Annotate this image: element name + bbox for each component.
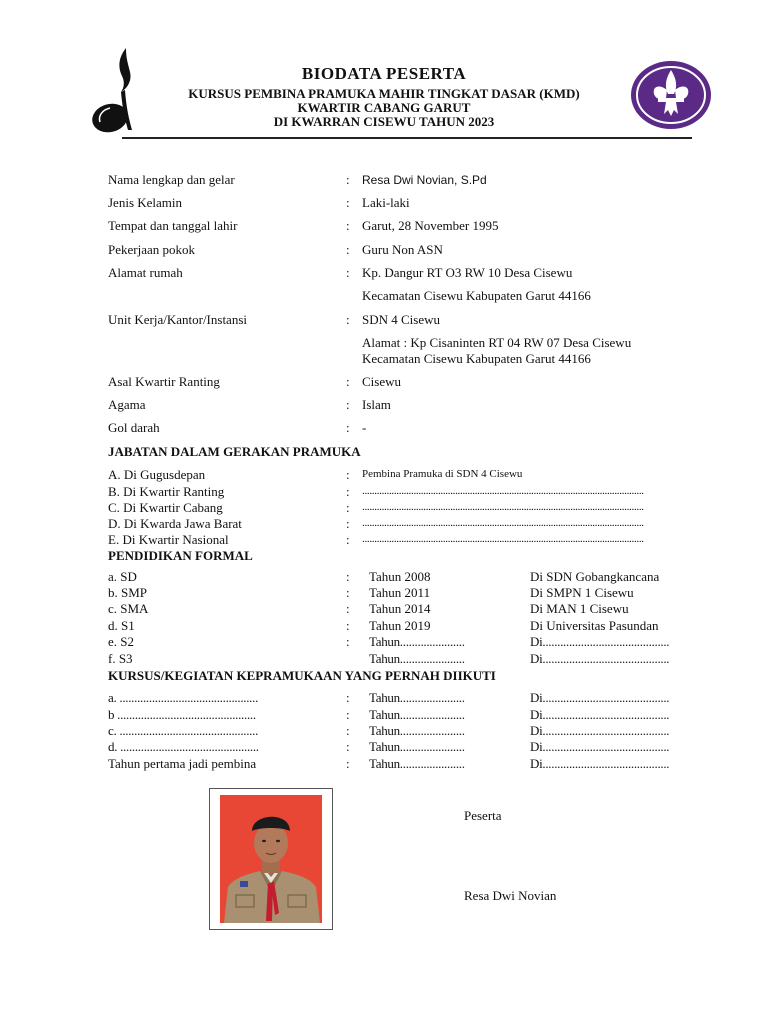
kursus-item-c: c. ............................................... xyxy=(108,723,259,738)
colon: : xyxy=(346,532,350,547)
label-kwarda: D. Di Kwarda Jawa Barat xyxy=(108,516,242,531)
kwartir-title: KWARTIR CABANG GARUT xyxy=(297,100,471,115)
label-jenis-kelamin: Jenis Kelamin xyxy=(108,195,183,210)
tahun-pertama: Tahun...................... xyxy=(369,756,465,771)
value-unit-alamat-line1: Alamat : Kp Cisaninten RT 04 RW 07 Desa Cisewu xyxy=(362,335,632,350)
colon: : xyxy=(346,618,350,633)
blank-kwarda: ................................................................................................................... xyxy=(362,517,644,529)
colon: : xyxy=(346,374,350,389)
label-s2: e. S2 xyxy=(108,634,134,649)
blank-kwartir-cabang: ................................................................................................................... xyxy=(362,501,644,513)
label-asal-kwartir: Asal Kwartir Ranting xyxy=(108,374,220,389)
tahun-smp: Tahun 2011 xyxy=(369,585,431,600)
value-asal-kwartir: Cisewu xyxy=(362,374,401,389)
label-kwartir-nasional: E. Di Kwartir Nasional xyxy=(108,532,229,547)
label-kwartir-ranting: B. Di Kwartir Ranting xyxy=(108,484,225,499)
label-alamat: Alamat rumah xyxy=(108,265,183,280)
label-s3: f. S3 xyxy=(108,651,133,666)
label-pekerjaan: Pekerjaan pokok xyxy=(108,242,196,257)
kursus-tempat-d: Di........................................... xyxy=(530,739,670,754)
tempat-pertama: Di........................................... xyxy=(530,756,670,771)
label-unit-kerja: Unit Kerja/Kantor/Instansi xyxy=(108,312,247,327)
tahun-s3: Tahun...................... xyxy=(369,651,465,666)
signature-name: Resa Dwi Novian xyxy=(464,888,557,903)
section-jabatan-heading: JABATAN DALAM GERAKAN PRAMUKA xyxy=(108,444,361,459)
tahun-sma: Tahun 2014 xyxy=(369,601,431,616)
colon: : xyxy=(346,195,350,210)
section-kursus-heading: KURSUS/KEGIATAN KEPRAMUKAAN YANG PERNAH DIIKUTI xyxy=(108,668,496,683)
header-divider xyxy=(122,137,692,139)
value-pekerjaan: Guru Non ASN xyxy=(362,242,443,257)
world-scout-emblem-icon xyxy=(630,60,712,134)
value-nama: Resa Dwi Novian, S.Pd xyxy=(362,173,487,187)
signature-role: Peserta xyxy=(464,808,502,823)
value-unit-kerja: SDN 4 Cisewu xyxy=(362,312,441,327)
label-s1: d. S1 xyxy=(108,618,135,633)
colon: : xyxy=(346,634,350,649)
colon: : xyxy=(346,569,350,584)
kursus-tempat-c: Di........................................... xyxy=(530,723,670,738)
label-smp: b. SMP xyxy=(108,585,148,600)
tempat-s1: Di Universitas Pasundan xyxy=(530,618,659,633)
colon: : xyxy=(346,585,350,600)
value-gol-darah: - xyxy=(362,420,367,435)
label-gol-darah: Gol darah xyxy=(108,420,160,435)
kursus-tahun-a: Tahun...................... xyxy=(369,690,465,705)
blank-kwartir-ranting: ................................................................................................................... xyxy=(362,485,644,497)
blank-kwartir-nasional: ................................................................................................................... xyxy=(362,533,644,545)
kursus-tempat-a: Di........................................... xyxy=(530,690,670,705)
colon: : xyxy=(346,739,350,754)
value-unit-alamat-line2: Kecamatan Cisewu Kabupaten Garut 44166 xyxy=(362,351,591,366)
tempat-smp: Di SMPN 1 Cisewu xyxy=(530,585,634,600)
colon: : xyxy=(346,218,350,233)
colon: : xyxy=(346,601,350,616)
kursus-tahun-b: Tahun...................... xyxy=(369,707,465,722)
value-jenis-kelamin: Laki-laki xyxy=(362,195,410,210)
kursus-item-b: b ............................................... xyxy=(108,707,256,722)
value-alamat-line1: Kp. Dangur RT O3 RW 10 Desa Cisewu xyxy=(362,265,573,280)
tempat-sma: Di MAN 1 Cisewu xyxy=(530,601,629,616)
colon: : xyxy=(346,420,350,435)
colon: : xyxy=(346,516,350,531)
tahun-s1: Tahun 2019 xyxy=(369,618,431,633)
label-sd: a. SD xyxy=(108,569,137,584)
colon: : xyxy=(346,484,350,499)
value-ttl: Garut, 28 November 1995 xyxy=(362,218,499,233)
kursus-item-d: d. ............................................... xyxy=(108,739,259,754)
colon: : xyxy=(346,312,350,327)
colon: : xyxy=(346,707,350,722)
label-nama: Nama lengkap dan gelar xyxy=(108,172,235,187)
document-title: BIODATA PESERTA xyxy=(301,64,467,83)
colon: : xyxy=(346,690,350,705)
label-gugusdepan: A. Di Gugusdepan xyxy=(108,467,206,482)
label-ttl: Tempat dan tanggal lahir xyxy=(108,218,238,233)
label-kwartir-cabang: C. Di Kwartir Cabang xyxy=(108,500,223,515)
label-sma: c. SMA xyxy=(108,601,149,616)
tahun-sd: Tahun 2008 xyxy=(369,569,431,584)
value-agama: Islam xyxy=(362,397,391,412)
colon: : xyxy=(346,265,350,280)
photo-frame xyxy=(209,788,333,930)
tempat-s3: Di........................................... xyxy=(530,651,670,666)
colon: : xyxy=(346,172,350,187)
kursus-tahun-d: Tahun...................... xyxy=(369,739,465,754)
colon: : xyxy=(346,500,350,515)
colon: : xyxy=(346,397,350,412)
value-alamat-line2: Kecamatan Cisewu Kabupaten Garut 44166 xyxy=(362,288,591,303)
kursus-item-a: a. ............................................... xyxy=(108,690,259,705)
tahun-s2: Tahun...................... xyxy=(369,634,465,649)
course-title: KURSUS PEMBINA PRAMUKA MAHIR TINGKAT DASAR (KMD) xyxy=(188,86,580,101)
label-agama: Agama xyxy=(108,397,146,412)
section-pendidikan-heading: PENDIDIKAN FORMAL xyxy=(108,548,253,563)
colon: : xyxy=(346,723,350,738)
value-gugusdepan: Pembina Pramuka di SDN 4 Cisewu xyxy=(362,468,523,480)
kwarran-title: DI KWARRAN CISEWU TAHUN 2023 xyxy=(273,114,495,129)
tempat-s2: Di........................................... xyxy=(530,634,670,649)
kursus-tahun-c: Tahun...................... xyxy=(369,723,465,738)
colon: : xyxy=(346,467,350,482)
tempat-sd: Di SDN Gobangkancana xyxy=(530,569,660,584)
colon: : xyxy=(346,242,350,257)
kursus-tempat-b: Di........................................... xyxy=(530,707,670,722)
participant-photo xyxy=(220,795,322,923)
colon: : xyxy=(346,756,350,771)
label-tahun-pertama: Tahun pertama jadi pembina xyxy=(108,756,257,771)
